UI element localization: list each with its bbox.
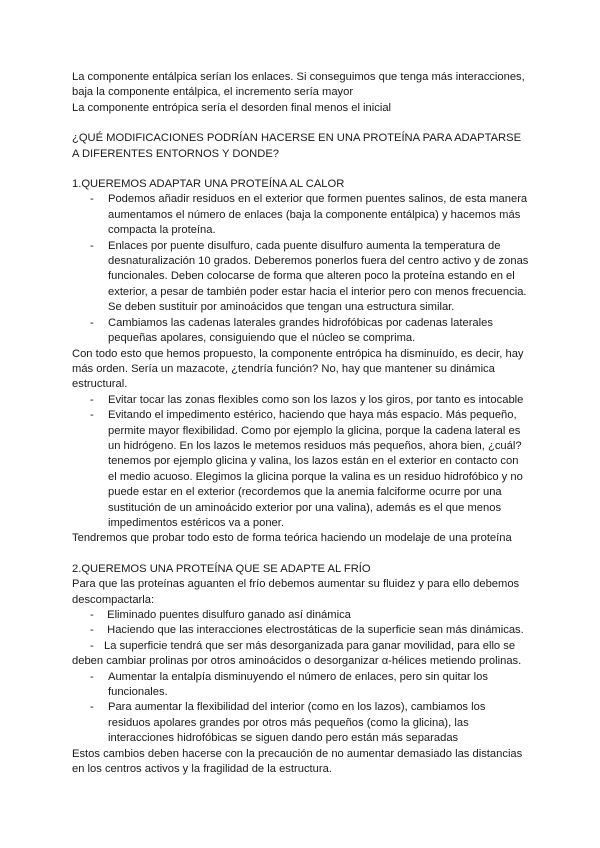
list-item: - La superficie tendrá que ser más desorganizada para ganar movilidad, para ello se deben cambiar prolinas por otros aminoácidos o desorganizar α-hélices metiendo prolinas.	[72, 639, 522, 668]
section1-closing: Tendremos que probar todo esto de forma teórica haciendo un modelaje de una proteína	[72, 532, 512, 545]
list-item: - Podemos añadir residuos en el exterior que formen puentes salinos, de esta manera aumentamos el número de enlaces (baja la componente entálpica) y hacemos más compacta la proteína.	[90, 193, 528, 237]
section2-intro: Para que las proteínas aguanten el frío debemos aumentar su fluidez y para ello debemos descompactarla:	[72, 578, 520, 606]
section2-closing: Estos cambios deben hacerse con la precaución de no aumentar demasiado las distancias en los centros activos y la fragilidad de la estructura.	[72, 747, 523, 776]
intro-enthalpic: La componente entálpica serían los enlaces. Si conseguimos que tenga más interacciones, baja la componente entálpica, el incremento sería mayor	[72, 71, 525, 99]
question-heading: ¿QUÉ MODIFICACIONES PODRÍAN HACERSE EN UNA PROTEÍNA PARA ADAPTARSE A DIFERENTES ENTORNOS Y DONDE?	[72, 132, 522, 160]
list-item: - Enlaces por puente disulfuro, cada puente disulfuro aumenta la temperatura de desnaturalización 10 grados. Deberemos ponerlos fuera del centro activo y de zonas funcionales. Deben colocarse de forma que alteren poco la proteína estando en el exterior, a pesar de también poder estar hacia el interior pero con menos frecuencia. Se deben sustituir por aminoácidos que tengan una estructura similar.	[90, 239, 529, 314]
list-item: - Aumentar la entalpía disminuyendo el número de enlaces, pero sin quitar los funcionales.	[90, 670, 488, 699]
list-item: - Para aumentar la flexibilidad del interior (como en los lazos), cambiamos los residuos apolares grandes por otros más pequeños (como la glicina), las interacciones hidrofóbicas se siguen dando pero están más separadas	[90, 701, 486, 745]
list-item: - Haciendo que las interacciones electrostáticas de la superficie sean más dinámicas.	[90, 624, 524, 637]
list-item: - Cambiamos las cadenas laterales grandes hidrofóbicas por cadenas laterales pequeñas apolares, consiguiendo que el núcleo se comprima.	[90, 316, 493, 345]
section2-heading: 2.QUEREMOS UNA PROTEÍNA QUE SE ADAPTE AL FRÍO	[72, 562, 371, 575]
list-item: - Eliminado puentes disulfuro ganado así dinámica	[90, 609, 351, 621]
intro-entropic: La componente entrópica sería el desorden final menos el inicial	[72, 101, 392, 114]
list-item: - Evitar tocar las zonas flexibles como son los lazos y los giros, por tanto es intocable	[90, 393, 524, 406]
list-item: - Evitando el impedimento estérico, haciendo que haya más espacio. Más pequeño, permite mayor flexibilidad. Como por ejemplo la glicina, porque la cadena lateral es un hidrógeno. En los lazos le metemos residuos más pequeños, ahora bien, ¿cuál? tenemos por ejemplo glicina y valina, los lazos están en el exterior en contacto con el medio acuoso. Elegimos la glicina porque la valina es un residuo hidrofóbico y no puede estar en el exterior (recordemos que la anemia falciforme ocurre por una sustitución de un aminoácido exterior por una valina), además es el que menos impedimentos estéricos va a poner.	[90, 409, 523, 529]
section1-paragraph: Con todo esto que hemos propuesto, la componente entrópica ha disminuído, es decir, hay más orden. Sería un mazacote, ¿tendría función? No, hay que mantener su dinámica estructural.	[72, 347, 524, 391]
section1-heading: 1.QUEREMOS ADAPTAR UNA PROTEÍNA AL CALOR	[72, 178, 345, 191]
